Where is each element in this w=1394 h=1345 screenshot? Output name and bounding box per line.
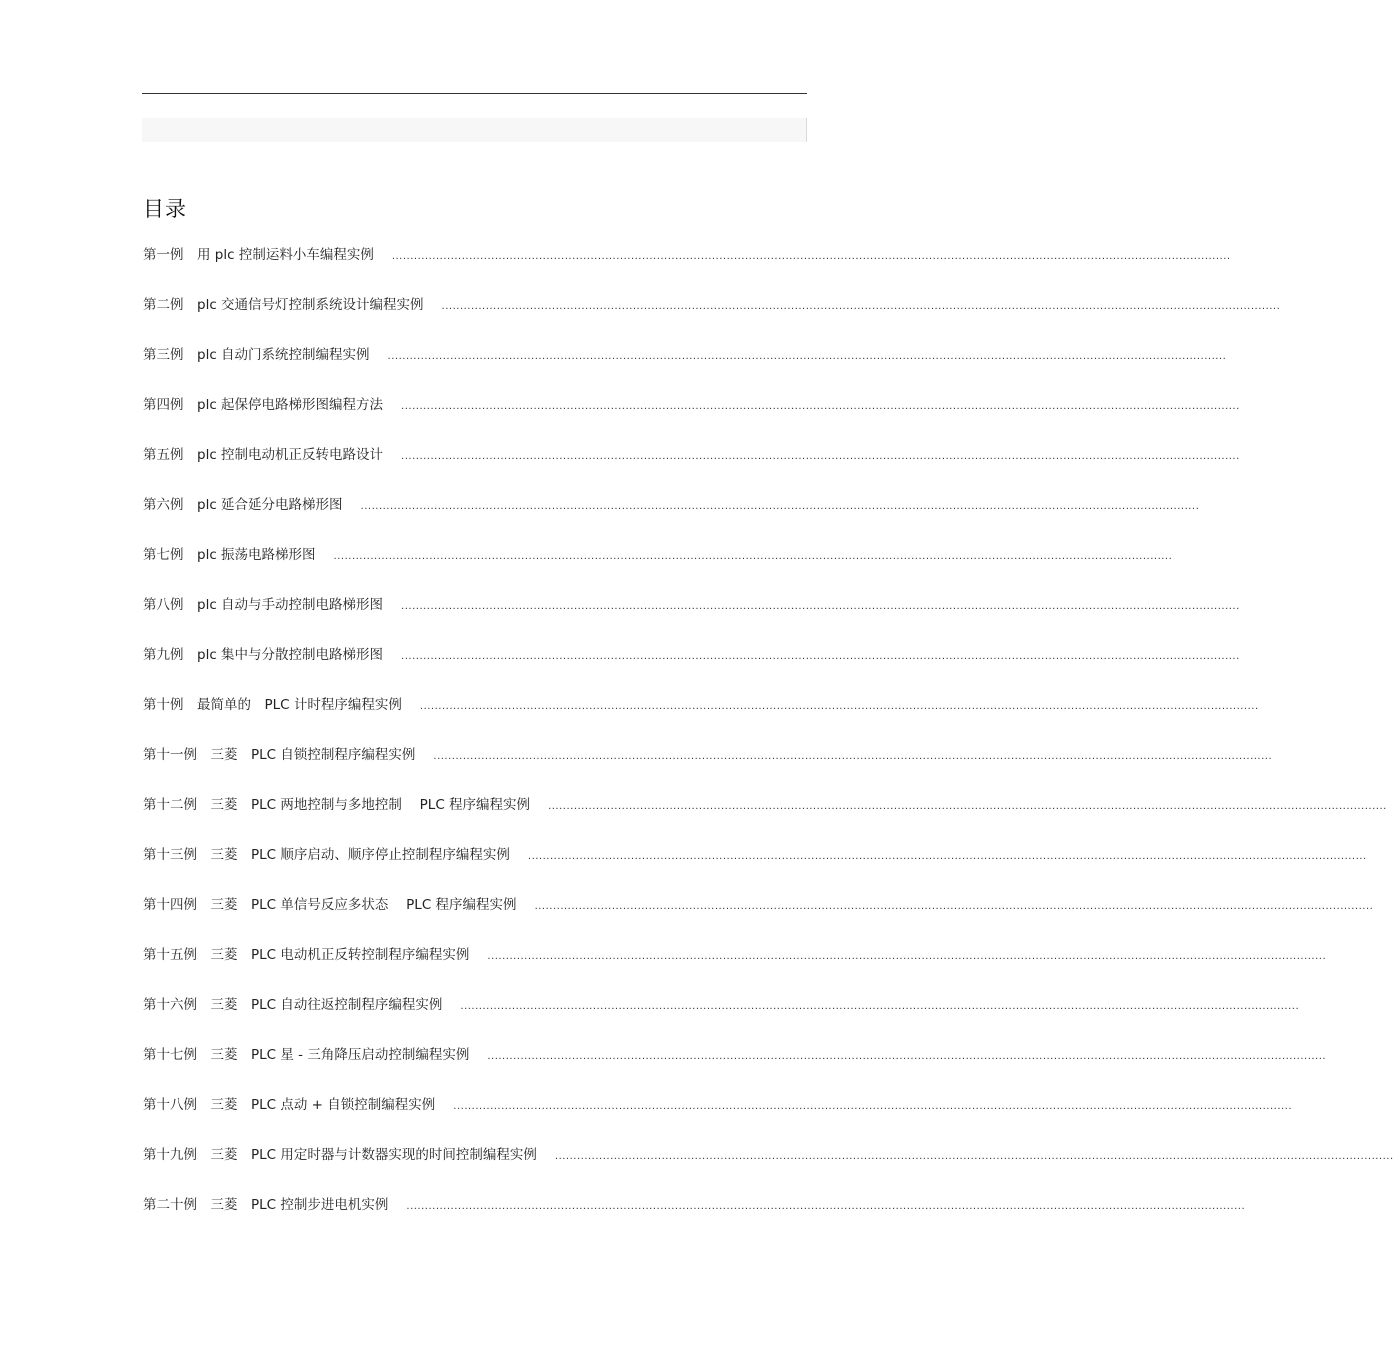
toc-entry-label: 第五例 plc 控制电动机正反转电路设计: [143, 447, 384, 463]
toc-dot-leader: ....................................................................................................................................................................................................................................: [548, 801, 1387, 812]
toc-entry[interactable]: [143, 643, 1240, 693]
toc-entry-label: 第九例 plc 集中与分散控制电路梯形图: [143, 647, 384, 663]
toc-entry-label: 第四例 plc 起保停电路梯形图编程方法: [143, 397, 384, 413]
toc-entry-label: 第十八例 三菱 PLC 点动 + 自锁控制编程实例: [143, 1097, 436, 1113]
toc-entry[interactable]: [143, 743, 1273, 793]
header-band: [142, 118, 807, 142]
toc-entry[interactable]: [143, 943, 1327, 993]
toc-dot-leader: ....................................................................................................................................................................................................................................: [401, 401, 1240, 412]
toc-dot-leader: ....................................................................................................................................................................................................................................: [441, 301, 1281, 312]
toc-entry-label: 第十九例 三菱 PLC 用定时器与计数器实现的时间控制编程实例: [143, 1147, 537, 1163]
toc-entry[interactable]: [143, 593, 1240, 643]
toc-entry[interactable]: [143, 243, 1231, 293]
toc-dot-leader: ....................................................................................................................................................................................................................................: [401, 601, 1240, 612]
toc-title: 目录: [143, 197, 187, 221]
toc-dot-leader: ....................................................................................................................................................................................................................................: [333, 551, 1173, 562]
toc-dot-leader: ....................................................................................................................................................................................................................................: [487, 951, 1327, 962]
toc-dot-leader: ....................................................................................................................................................................................................................................: [527, 851, 1367, 862]
toc-entry-label: 第六例 plc 延合延分电路梯形图: [143, 497, 343, 513]
toc-dot-leader: ....................................................................................................................................................................................................................................: [554, 1151, 1394, 1162]
toc-entry-label: 第二十例 三菱 PLC 控制步进电机实例: [143, 1197, 389, 1213]
toc-entry[interactable]: [143, 843, 1367, 893]
toc-entry-label: 第十六例 三菱 PLC 自动往返控制程序编程实例: [143, 997, 443, 1013]
toc-entry[interactable]: [143, 293, 1281, 343]
toc-entry-label: 第一例 用 plc 控制运料小车编程实例: [143, 247, 374, 263]
toc-entry-label: 第十三例 三菱 PLC 顺序启动、顺序停止控制程序编程实例: [143, 847, 510, 863]
toc-entry[interactable]: [143, 493, 1200, 543]
toc-dot-leader: ....................................................................................................................................................................................................................................: [401, 651, 1240, 662]
toc-entry-label: 第十四例 三菱 PLC 单信号反应多状态 PLC 程序编程实例: [143, 897, 517, 913]
toc-entry[interactable]: [143, 543, 1173, 593]
toc-entry-label: 第十五例 三菱 PLC 电动机正反转控制程序编程实例: [143, 947, 470, 963]
toc-entry[interactable]: [143, 993, 1300, 1043]
toc-dot-leader: ....................................................................................................................................................................................................................................: [453, 1101, 1293, 1112]
toc-dot-leader: ....................................................................................................................................................................................................................................: [401, 451, 1240, 462]
toc-entry-label: 第十七例 三菱 PLC 星 - 三角降压启动控制编程实例: [143, 1047, 470, 1063]
toc-entry-label: 第三例 plc 自动门系统控制编程实例: [143, 347, 370, 363]
toc-entry[interactable]: [143, 893, 1374, 943]
toc-entry-label: 第七例 plc 振荡电路梯形图: [143, 547, 316, 563]
toc-entry[interactable]: [143, 393, 1240, 443]
toc-dot-leader: ....................................................................................................................................................................................................................................: [387, 351, 1227, 362]
toc-entry-label: 第八例 plc 自动与手动控制电路梯形图: [143, 597, 384, 613]
toc-dot-leader: ....................................................................................................................................................................................................................................: [419, 701, 1259, 712]
toc-entry-label: 第十例 最简单的 PLC 计时程序编程实例: [143, 697, 402, 713]
toc-entry[interactable]: [143, 1193, 1246, 1243]
toc-entry[interactable]: [143, 693, 1259, 743]
toc-entry[interactable]: [143, 343, 1227, 393]
toc-dot-leader: ....................................................................................................................................................................................................................................: [487, 1051, 1327, 1062]
toc-entry-label: 第十一例 三菱 PLC 自锁控制程序编程实例: [143, 747, 416, 763]
table-of-contents: [143, 243, 1394, 1243]
toc-entry[interactable]: [143, 793, 1387, 843]
toc-dot-leader: ....................................................................................................................................................................................................................................: [360, 501, 1200, 512]
toc-dot-leader: ....................................................................................................................................................................................................................................: [433, 751, 1273, 762]
toc-entry[interactable]: [143, 1143, 1394, 1193]
toc-entry[interactable]: [143, 1043, 1327, 1093]
header-rule: [142, 93, 807, 94]
toc-entry[interactable]: [143, 443, 1240, 493]
toc-dot-leader: ....................................................................................................................................................................................................................................: [406, 1201, 1246, 1212]
toc-entry-label: 第二例 plc 交通信号灯控制系统设计编程实例: [143, 297, 424, 313]
toc-entry-label: 第十二例 三菱 PLC 两地控制与多地控制 PLC 程序编程实例: [143, 797, 531, 813]
toc-entry[interactable]: [143, 1093, 1293, 1143]
toc-dot-leader: ....................................................................................................................................................................................................................................: [460, 1001, 1300, 1012]
toc-dot-leader: ....................................................................................................................................................................................................................................: [391, 251, 1231, 262]
toc-dot-leader: ....................................................................................................................................................................................................................................: [534, 901, 1374, 912]
